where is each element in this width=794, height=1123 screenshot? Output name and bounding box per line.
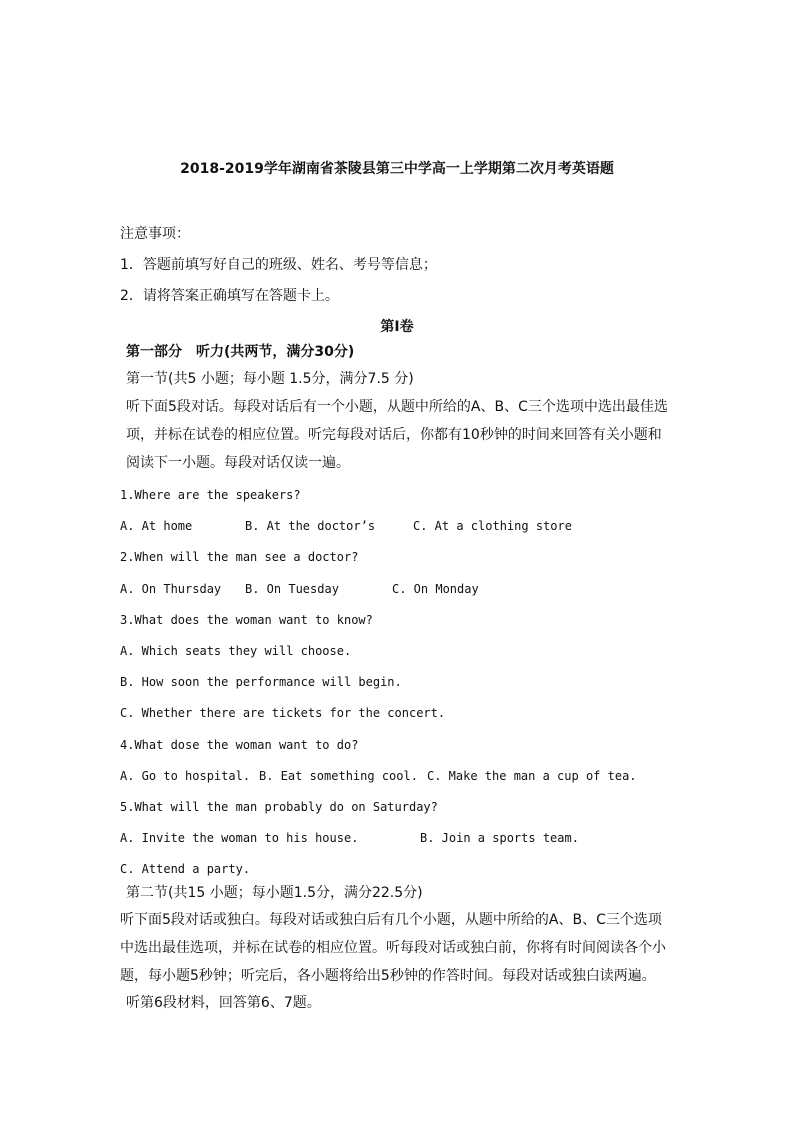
- section1-instruction-3: 阅读下一小题。每段对话仅读一遍。: [126, 455, 350, 471]
- question-5-option-b: B. Join a sports team.: [420, 831, 579, 845]
- section2-material-note: 听第6段材料，回答第6、7题。: [126, 995, 321, 1011]
- exam-title: 2018-2019学年湖南省茶陵县第三中学高一上学期第二次月考英语题: [180, 161, 614, 177]
- question-4-option-b: B. Eat something cool.: [259, 769, 418, 783]
- question-5-option-a: A. Invite the woman to his house.: [120, 831, 359, 845]
- question-1-option-a: A. At home: [120, 519, 193, 533]
- volume-label: 第I卷: [380, 319, 414, 335]
- question-1-option-c: C. At a clothing store: [413, 519, 572, 533]
- question-2-option-b: B. On Tuesday: [245, 582, 339, 596]
- question-4-option-a: A. Go to hospital.: [120, 769, 251, 783]
- section1-instruction-2: 项，并标在试卷的相应位置。听完每段对话后，你都有10秒钟的时间来回答有关小题和: [126, 427, 662, 443]
- notice-heading: 注意事项：: [120, 226, 190, 242]
- question-3-option-c: C. Whether there are tickets for the concert.: [120, 706, 446, 720]
- question-3-stem: 3.What does the woman want to know?: [120, 613, 373, 627]
- question-2-option-a: A. On Thursday: [120, 582, 222, 596]
- question-4-option-c: C. Make the man a cup of tea.: [427, 769, 637, 783]
- question-2-stem: 2.When will the man see a doctor?: [120, 550, 359, 564]
- part1-heading: 第一部分 听力(共两节，满分30分): [126, 344, 355, 360]
- question-5-stem: 5.What will the man probably do on Saturday?: [120, 800, 438, 814]
- section1-heading: 第一节(共5 小题；每小题 1.5分，满分7.5 分): [126, 371, 414, 387]
- section2-heading: 第二节(共15 小题；每小题1.5分，满分22.5分): [126, 885, 423, 901]
- section2-instruction-1: 听下面5段对话或独白。每段对话或独白后有几个小题，从题中所给的A、B、C三个选项: [120, 912, 662, 928]
- question-4-stem: 4.What dose the woman want to do?: [120, 738, 359, 752]
- notice-item-2: 2．请将答案正确填写在答题卡上。: [120, 288, 339, 304]
- section1-instruction-1: 听下面5段对话。每段对话后有一个小题，从题中所给的A、B、C三个选项中选出最佳选: [126, 399, 668, 415]
- section2-instruction-2: 中选出最佳选项，并标在试卷的相应位置。听每段对话或独白前，你将有时间阅读各个小: [120, 940, 666, 956]
- notice-item-1: 1．答题前填写好自己的班级、姓名、考号等信息；: [120, 257, 437, 273]
- section2-instruction-3: 题，每小题5秒钟；听完后，各小题将给出5秒钟的作答时间。每段对话或独白读两遍。: [120, 968, 656, 984]
- question-5-option-c: C. Attend a party.: [120, 862, 251, 876]
- question-3-option-a: A. Which seats they will choose.: [120, 644, 352, 658]
- question-1-stem: 1.Where are the speakers?: [120, 488, 301, 502]
- question-2-option-c: C. On Monday: [392, 582, 479, 596]
- question-3-option-b: B. How soon the performance will begin.: [120, 675, 402, 689]
- question-1-option-b: B. At the doctor’s: [245, 519, 376, 533]
